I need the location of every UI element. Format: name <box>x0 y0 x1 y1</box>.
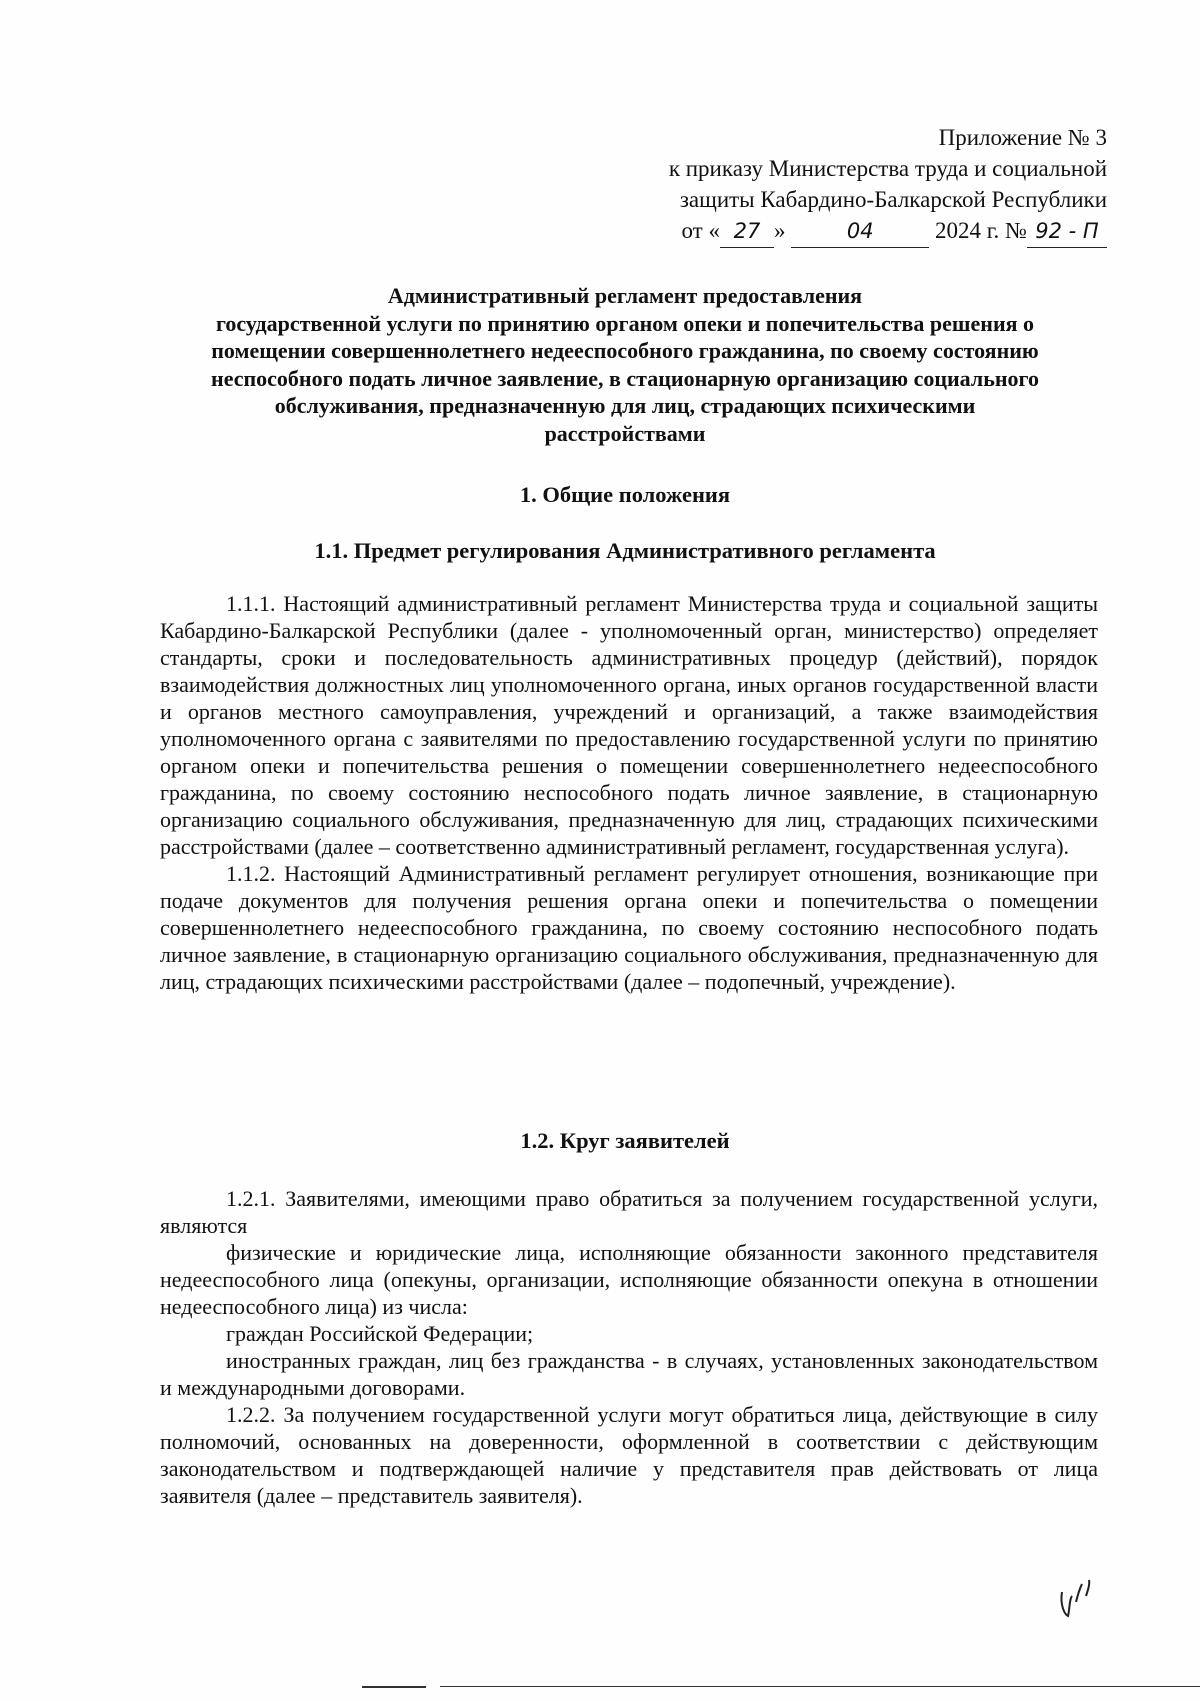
paragraph-1-2-1: 1.2.1. Заявителями, имеющими право обратиться за получением государственной услуги, являются <box>160 1186 1098 1238</box>
subsection-1-2-body <box>160 1185 1098 1509</box>
subsection-heading-applicants: 1.2. Круг заявителей <box>520 1128 730 1153</box>
date-mid: » <box>773 218 786 243</box>
paragraph-1-1-2: 1.1.2. Настоящий Административный регламент регулирует отношения, возникающие при подаче документов для получения решения органа опеки и попечительства о помещении совершеннолетнего недееспособного гражданина, по своему состоянию неспособного подать личное заявление, в стационарную организацию социального обслуживания, предназначенную для лиц, страдающих психическими расстройствами (далее – подопечный, учреждение). <box>160 861 1098 994</box>
appendix-block <box>669 122 1107 248</box>
footer-rule-left <box>362 1686 426 1688</box>
title-line: обслуживания, предназначенную для лиц, страдающих психическими <box>274 393 976 418</box>
regulation-title <box>150 282 1100 447</box>
date-year: 2024 г. № <box>934 218 1027 243</box>
handwritten-order-number: 92 - П <box>1027 216 1107 248</box>
paragraph-1-2-1-persons: физические и юридические лица, исполняющие обязанности законного представителя недееспособного лица (опекуны, организации, исполняющие обязанности опекуна в отношении недееспособного лица) из числа: <box>160 1240 1098 1319</box>
date-prefix: от « <box>681 218 720 243</box>
subsection-heading-subject: 1.1. Предмет регулирования Административного регламента <box>314 538 936 563</box>
handwritten-month: 04 <box>791 216 929 248</box>
footer-rule-right <box>440 1686 1200 1687</box>
appendix-order-ref: к приказу Министерства труда и социальной <box>668 156 1107 181</box>
section-heading-general: 1. Общие положения <box>519 482 731 507</box>
appendix-number: Приложение № 3 <box>938 125 1107 150</box>
title-line: неспособного подать личное заявление, в стационарную организацию социального <box>211 365 1039 391</box>
appendix-ministry: защиты Кабардино-Балкарской Республики <box>679 187 1107 212</box>
title-line: помещении совершеннолетнего недееспособного гражданина, по своему состоянию <box>211 338 1039 363</box>
paragraph-1-1-1: 1.1.1. Настоящий административный регламент Министерства труда и социальной защиты Кабардино-Балкарской Республики (далее - уполномоченный орган, министерство) определяет стандарты, сроки и последовательность административных процедур (действий), порядок взаимодействия должностных лиц уполномоченного органа, иных органов государственной власти и органов местного самоуправления, учреждений и организаций, а также взаимодействия уполномоченного органа с заявителями по предоставлению государственной услуги по принятию органом опеки и попечительства решения о помещении совершеннолетнего недееспособного гражданина, по своему состоянию неспособного подать личное заявление, в стационарную организацию социального обслуживания, предназначенную для лиц, страдающих психическими расстройствами (далее – соответственно административный регламент, государственная услуга). <box>160 591 1098 859</box>
title-line: расстройствами <box>544 420 706 446</box>
subsection-1-1-body <box>160 590 1098 995</box>
paragraph-1-2-1-foreigners: иностранных граждан, лиц без гражданства - в случаях, установленных законодательством и международными договорами. <box>160 1348 1098 1400</box>
handwritten-initials-mark <box>1056 1578 1096 1620</box>
title-line: Административный регламент предоставления <box>387 283 863 308</box>
paragraph-1-2-2: 1.2.2. За получением государственной услуги могут обратиться лица, действующие в силу полномочий, основанных на доверенности, оформленной в соответствии с действующим законодательством и подтверждающей наличие у представителя прав действовать от лица заявителя (далее – представитель заявителя). <box>160 1402 1098 1508</box>
title-line: государственной услуги по принятию органом опеки и попечительства решения о <box>215 310 1035 336</box>
handwritten-day: 27 <box>720 216 774 248</box>
appendix-date-line <box>669 215 1107 248</box>
paragraph-1-2-1-citizens: граждан Российской Федерации; <box>226 1321 534 1346</box>
